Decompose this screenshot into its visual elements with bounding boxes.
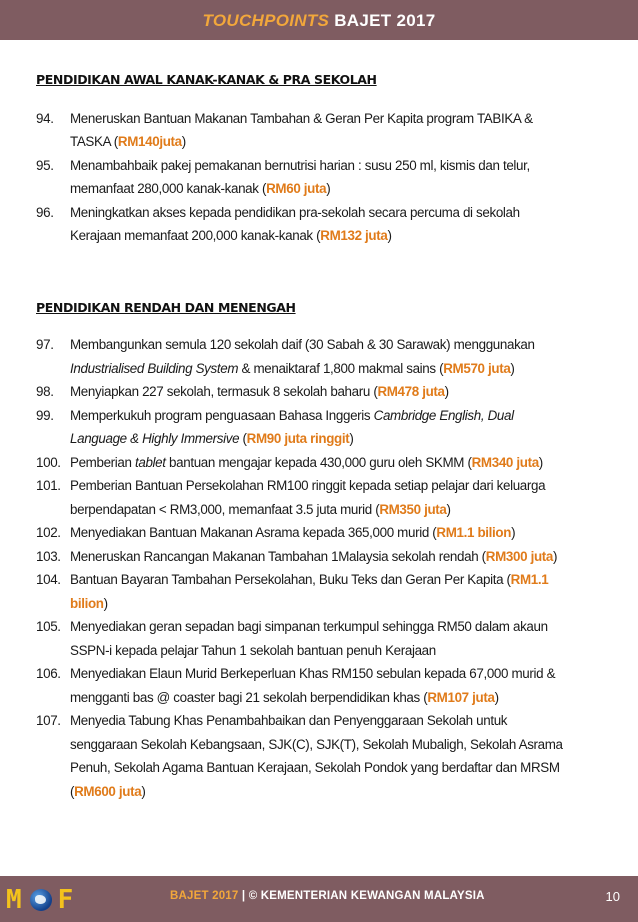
preschool-list — [36, 107, 606, 248]
section-title-primary-secondary: PENDIDIKAN RENDAH DAN MENENGAH — [36, 299, 296, 315]
list-item: 104. Bantuan Bayaran Tambahan Persekolahan, Buku Teks dan Geran Per Kapita (RM1.1 bilion) — [36, 572, 549, 611]
list-item: 94. Meneruskan Bantuan Makanan Tambahan & Geran Per Kapita program TABIKA & TASKA (RM140juta) — [36, 110, 533, 149]
section-title-preschool: PENDIDIKAN AWAL KANAK-KANAK & PRA SEKOLAH — [36, 72, 377, 87]
footer-text: BAJET 2017 | © KEMENTERIAN KEWANGAN MALAYSIA — [170, 890, 485, 902]
list-item: 96. Meningkatkan akses kepada pendidikan pra-sekolah secara percuma di sekolah Kerajaan memanfaat 200,000 kanak-kanak (RM132 juta) — [36, 204, 520, 243]
header-title-highlight: TOUCHPOINTS — [202, 11, 330, 30]
primary-secondary-list — [36, 333, 606, 803]
list-item: 107. Menyedia Tabung Khas Penambahbaikan dan Penyenggaraan Sekolah untuk senggaraan Sekolah Kebangsaan, SJK(C), SJK(T), Sekolah Mubaligh, Sekolah Asrama Penuh, Sekolah Agama Bantuan Kerajaan, Sekolah Pondok yang berdaftar dan MRSM (RM600 juta) — [36, 713, 563, 799]
globe-icon — [30, 889, 52, 911]
list-item: 102. Menyediakan Bantuan Makanan Asrama kepada 365,000 murid (RM1.1 bilion) — [36, 525, 516, 540]
document-body — [36, 68, 606, 803]
list-item: 100. Pemberian tablet bantuan mengajar kepada 430,000 guru oleh SKMM (RM340 juta) — [36, 454, 543, 470]
list-item: 101. Pemberian Bantuan Persekolahan RM100 ringgit kepada setiap pelajar dari keluarga berpendapatan < RM3,000, memanfaat 3.5 juta murid (RM350 juta) — [36, 478, 546, 517]
page-number: 10 — [605, 889, 620, 904]
list-item: 103. Meneruskan Rancangan Makanan Tambahan 1Malaysia sekolah rendah (RM300 juta) — [36, 548, 558, 564]
list-item: 99. Memperkukuh program penguasaan Bahasa Inggeris Cambridge English, Dual Language & Highly Immersive (RM90 juta ringgit) — [36, 407, 514, 446]
list-item: 95. Menambahbaik pakej pemakanan bernutrisi harian : susu 250 ml, kismis dan telur, memanfaat 280,000 kanak-kanak (RM60 juta) — [36, 157, 530, 196]
list-item: 97. Membangunkan semula 120 sekolah daif (30 Sabah & 30 Sarawak) menggunakan Industrialised Building System & menaiktaraf 1,800 makmal sains (RM570 juta) — [36, 337, 535, 376]
list-item: 106. Menyediakan Elaun Murid Berkeperluan Khas RM150 sebulan kepada 67,000 murid & mengganti bas @ coaster bagi 21 sekolah berpendidikan khas (RM107 juta) — [36, 666, 556, 705]
page-footer — [0, 876, 638, 922]
list-item: 98. Menyiapkan 227 sekolah, termasuk 8 sekolah baharu (RM478 juta) — [36, 384, 449, 399]
list-item: 105. Menyediakan geran sepadan bagi simpanan terkumpul sehingga RM50 dalam akaun SSPN-i kepada pelajar Tahun 1 sekolah bantuan penuh Kerajaan — [36, 619, 548, 658]
header-title-rest: BAJET 2017 — [329, 11, 436, 30]
page-header — [0, 0, 638, 40]
mof-logo: M F — [6, 885, 76, 915]
